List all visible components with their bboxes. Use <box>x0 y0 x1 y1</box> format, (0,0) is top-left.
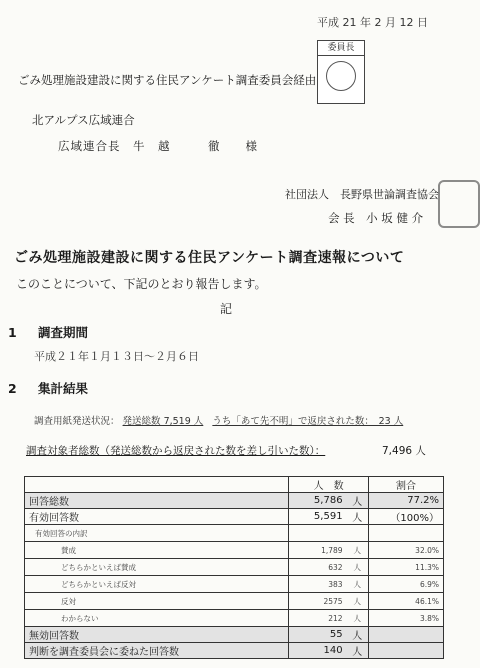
table-row <box>25 525 444 542</box>
row-unit: 人 <box>347 559 369 576</box>
ki-marker: 記 <box>220 302 233 316</box>
table-header-row <box>25 477 444 493</box>
row-unit: 人 <box>347 627 369 643</box>
row-ratio <box>369 525 444 542</box>
mailing-status-label: 調査用紙発送状況： <box>34 416 120 427</box>
personal-seal-icon <box>326 61 356 91</box>
row-ratio: 46.1% <box>369 593 444 610</box>
row-count: 1,789 <box>289 542 347 559</box>
returned-count: うち「あて先不明」で返戻された数： 23 人 <box>212 416 404 427</box>
row-unit: 人 <box>347 509 369 525</box>
recipient-org: 北アルプス広域連合 <box>32 113 135 127</box>
row-ratio: （100%） <box>369 509 444 525</box>
row-label: 判断を調査委員会に委ねた回答数 <box>25 643 289 659</box>
table-row <box>25 542 444 559</box>
row-label: 反対 <box>25 593 289 610</box>
header-ratio: 割合 <box>369 477 444 493</box>
row-count: 212 <box>289 610 347 627</box>
survey-period: 平成２１年１月１３日～２月６日 <box>34 350 199 363</box>
table-row <box>25 493 444 509</box>
row-label: どちらかといえば賛成 <box>25 559 289 576</box>
document-date: 平成 21 年 2 月 12 日 <box>317 16 428 29</box>
target-population <box>26 443 426 458</box>
intro-text: このことについて、下記のとおり報告します。 <box>16 277 267 291</box>
routing-line: ごみ処理施設建設に関する住民アンケート調査委員会経由 <box>18 73 317 87</box>
mailing-status <box>34 413 403 427</box>
sender-name: 会 長 小 坂 健 介 <box>328 211 424 225</box>
table-row <box>25 559 444 576</box>
row-unit <box>347 525 369 542</box>
row-label: 有効回答数 <box>25 509 289 525</box>
table-row <box>25 627 444 643</box>
header-count: 人 数 <box>289 477 369 493</box>
row-unit: 人 <box>347 593 369 610</box>
row-count: 140 <box>289 643 347 659</box>
row-unit: 人 <box>347 643 369 659</box>
section-2-number: 2 <box>8 381 17 396</box>
row-ratio: 3.8% <box>369 610 444 627</box>
row-count: 5,786 <box>289 493 347 509</box>
approval-stamp-box <box>317 40 365 104</box>
row-unit: 人 <box>347 493 369 509</box>
organization-seal-icon <box>438 180 480 228</box>
document-title: ごみ処理施設建設に関する住民アンケート調査速報について <box>14 250 405 266</box>
row-unit: 人 <box>347 542 369 559</box>
target-value: 7,496 人 <box>382 445 426 457</box>
row-count: 2575 <box>289 593 347 610</box>
section-1-number: 1 <box>8 325 17 340</box>
row-label: わからない <box>25 610 289 627</box>
section-1-title: 調査期間 <box>38 325 89 340</box>
recipient-name: 広域連合長 牛 越 徹 様 <box>58 139 258 153</box>
row-ratio <box>369 627 444 643</box>
row-label: 有効回答の内訳 <box>25 525 289 542</box>
table-row <box>25 509 444 525</box>
row-ratio: 77.2% <box>369 493 444 509</box>
target-label: 調査対象者総数（発送総数から返戻された数を差し引いた数）： <box>26 445 326 457</box>
row-label: 回答総数 <box>25 493 289 509</box>
section-2-title: 集計結果 <box>38 381 89 396</box>
row-count <box>289 525 347 542</box>
row-count: 632 <box>289 559 347 576</box>
row-ratio: 11.3% <box>369 559 444 576</box>
table-row <box>25 643 444 659</box>
sender-org: 社団法人 長野県世論調査協会 <box>285 188 439 201</box>
row-ratio: 6.9% <box>369 576 444 593</box>
stamp-label: 委員長 <box>318 41 364 56</box>
table-row <box>25 610 444 627</box>
section-1-heading <box>8 323 88 341</box>
header-blank <box>25 477 289 493</box>
results-table <box>24 476 444 659</box>
row-count: 55 <box>289 627 347 643</box>
row-count: 5,591 <box>289 509 347 525</box>
row-count: 383 <box>289 576 347 593</box>
table-row <box>25 576 444 593</box>
section-2-heading <box>8 379 88 397</box>
row-unit: 人 <box>347 576 369 593</box>
row-ratio <box>369 643 444 659</box>
row-label: 無効回答数 <box>25 627 289 643</box>
row-ratio: 32.0% <box>369 542 444 559</box>
row-unit: 人 <box>347 610 369 627</box>
table-row <box>25 593 444 610</box>
row-label: 賛成 <box>25 542 289 559</box>
row-label: どちらかといえば反対 <box>25 576 289 593</box>
sent-total: 発送総数 7,519 人 <box>122 416 204 427</box>
